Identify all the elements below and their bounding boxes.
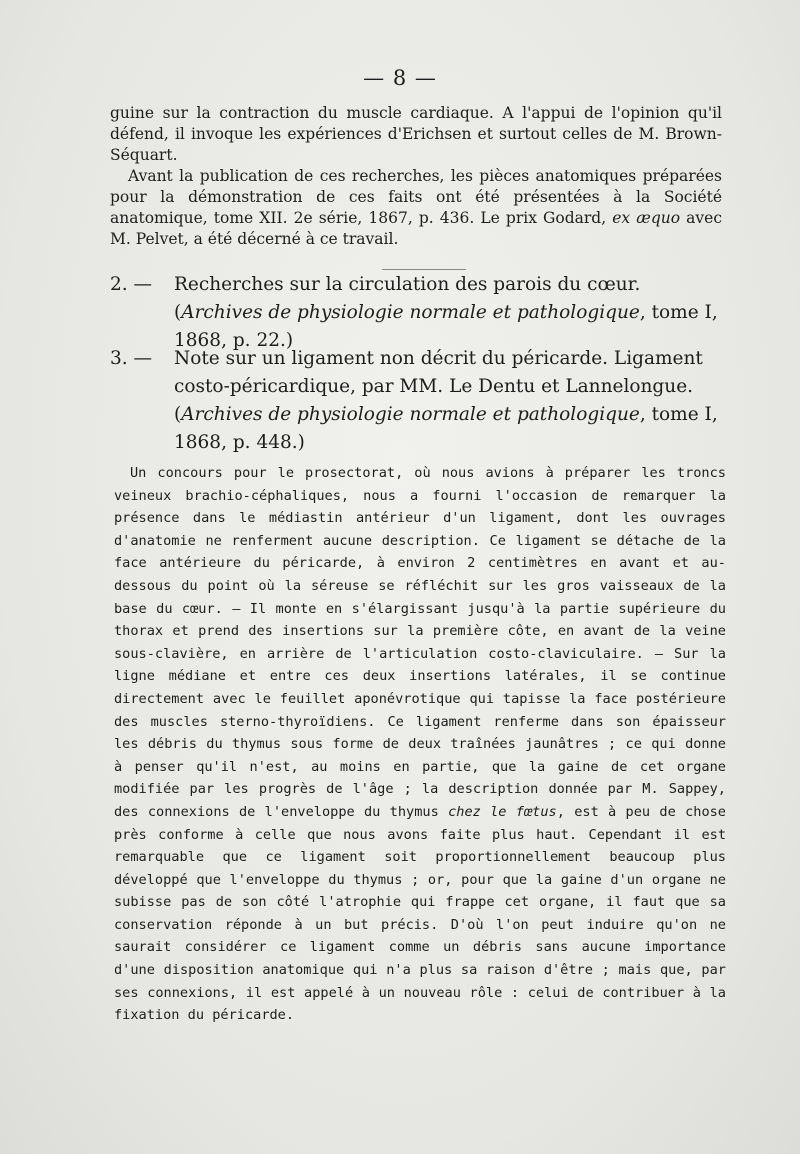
entry-3-number: 3. — — [110, 348, 153, 369]
entry-3-journal: Archives de physiologie normale et pathologique — [181, 404, 640, 425]
intro-paragraph-2 — [110, 166, 722, 250]
description-italic: chez le fœtus — [448, 803, 557, 820]
bibliography-entry-2 — [110, 271, 726, 355]
entry-2-number: 2. — — [110, 274, 153, 295]
page-number: — 8 — — [363, 66, 437, 90]
entry-2-citation: , tome I, 1868, p. 22.) — [174, 302, 718, 351]
entry-3-citation: , tome I, 1868, p. 448.) — [174, 404, 718, 453]
entry-3-body — [110, 345, 726, 457]
entry-3-title: Note sur un ligament non décrit du péricarde. Ligament costo-péricardique, par MM. Le Dentu et Lannelongue. ( — [174, 348, 703, 425]
bibliography-entry-3 — [110, 345, 726, 457]
entry-2-journal: Archives de physiologie normale et pathologique — [181, 302, 640, 323]
entry-2-body — [110, 271, 726, 355]
intro-paragraph-1: guine sur la contraction du muscle cardiaque. A l'appui de l'opinion qu'il défend, il invoque les expériences d'Erichsen et surtout celles de M. Brown-Séquart. — [110, 104, 722, 164]
entry-2-title: Recherches sur la circulation des parois du cœur. ( — [174, 274, 641, 323]
description-text-b: , est à peu de chose près conforme à celle que nous avons faite plus haut. Cependant il est remarquable que ce ligament soit proportionnellement beaucoup plus développé que l'enveloppe du thymus ; or, pour que la gaine d'un organe ne subisse pas de son côté l'atrophie qui frappe cet organe, il faut que sa conservation réponde à un but précis. D'où l'on peut induire qu'on ne saurait considérer ce ligament comme un débris sans aucune importance d'une disposition anatomique qui n'a plus sa raison d'être ; mais que, par ses connexions, il est appelé à un nouveau rôle : celui de contribuer à la fixation du péricarde. — [114, 803, 726, 1024]
entry-3-description — [114, 462, 726, 1027]
section-divider — [382, 269, 466, 270]
intro-text — [110, 103, 722, 250]
intro-paragraph-2-text-a: Avant la publication de ces recherches, les pièces anatomiques préparées pour la démonstration de ces faits ont été présentées à la Société anatomique, tome XII. 2e série, 1867, p. 436. Le prix Godard, — [110, 167, 722, 227]
intro-paragraph-2-italic: ex æquo — [612, 209, 681, 227]
intro-paragraph-2-text-b: avec M. Pelvet, a été décerné à ce travail. — [110, 209, 722, 248]
description-text-a: Un concours pour le prosectorat, où nous avions à préparer les troncs veineux brachio-céphaliques, nous a fourni l'occasion de remarquer la présence dans le médiastin antérieur d'un ligament, dont les ouvrages d'anatomie ne renferment aucune description. Ce ligament se détache de la face antérieure du péricarde, à environ 2 centimètres en avant et au-dessous du point où la séreuse se réfléchit sur les gros vaisseaux de la base du cœur. — Il monte en s'élargissant jusqu'à la partie supérieure du thorax et prend des insertions sur la première côte, en avant de la veine sous-clavière, en arrière de l'articulation costo-claviculaire. — Sur la ligne médiane et entre ces deux insertions latérales, il se continue directement avec le feuillet aponévrotique qui tapisse la face postérieure des muscles sterno-thyroïdiens. Ce ligament renferme dans son épaisseur les débris du thymus sous forme de deux traînées jaunâtres ; ce qui donne à penser qu'il n'est, au moins en partie, que la gaine de cet organe modifiée par les progrès de l'âge ; la description donnée par M. Sappey, des connexions de l'enveloppe du thymus — [114, 465, 726, 820]
